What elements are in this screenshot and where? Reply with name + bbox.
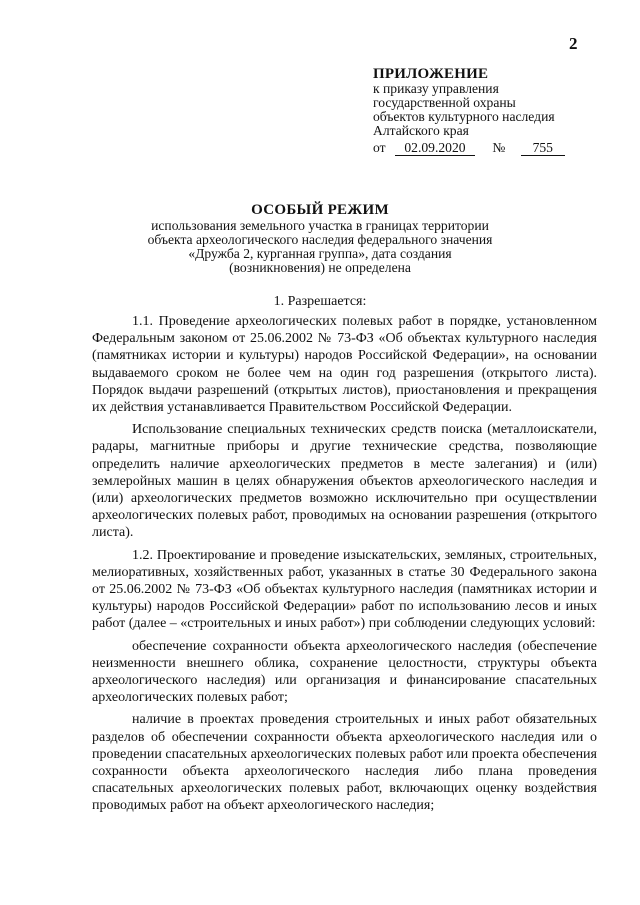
body-text: [92, 313, 597, 820]
heading-line: «Дружба 2, курганная группа», дата создания: [188, 246, 452, 261]
paragraph: Использование специальных технических средств поиска (металлоискатели, радары, магнитные приборы и другие технические средства, позволяющие определить наличие археологических предметов в месте залегания) и (или) землеройных машин в целях обнаружения объектов археологического наследия и (или) археологических предметов возможно исключительно при осуществлении археологических полевых работ, проводимых на основании разрешения (открытого листа).: [92, 422, 597, 541]
appendix-line: к приказу управления: [373, 81, 499, 96]
appendix-line: Алтайского края: [373, 123, 469, 138]
order-number: 755: [521, 141, 565, 156]
paragraph: обеспечение сохранности объекта археологического наследия (обеспечение неизменности внешнего облика, сохранение целостности, структуры объекта археологического наследия) или организация и финансирование спасательных археологических полевых работ;: [92, 638, 597, 706]
paragraph: 1.2. Проектирование и проведение изыскательских, земляных, строительных, мелиоративных, хозяйственных работ, указанных в статье 30 Федерального закона от 25.06.2002 № 73-ФЗ «Об объектах культурного наследия (памятниках истории и культуры) народов Российской Федерации» работ по использованию лесов и иных работ (далее – «строительных и иных работ») при соблюдении следующих условий:: [92, 547, 597, 632]
paragraph: 1.1. Проведение археологических полевых работ в порядке, установленном Федеральным законом от 25.06.2002 № 73-ФЗ «Об объектах культурного наследия (памятниках истории и культуры) народов Российской Федерации», на основании выдаваемого сроком не более чем на один год разрешения (открытого листа). Порядок выдачи разрешений (открытых листов), приостановления и прекращения их действия устанавливается Правительством Российской Федерации.: [92, 314, 597, 416]
section-title: 1. Разрешается:: [273, 294, 367, 309]
heading-title: ОСОБЫЙ РЕЖИМ: [251, 202, 389, 218]
appendix-title: ПРИЛОЖЕНИЕ: [373, 66, 489, 82]
appendix-block: [373, 67, 565, 156]
heading-line: использования земельного участка в границах территории: [151, 218, 489, 233]
number-sign: №: [492, 140, 506, 155]
date-prefix: от: [373, 140, 386, 155]
appendix-line: объектов культурного наследия: [373, 109, 555, 124]
heading-line: объекта археологического наследия федерального значения: [147, 232, 493, 247]
document-heading: [0, 201, 640, 275]
heading-line: (возникновения) не определена: [229, 260, 411, 275]
appendix-date-line: [373, 141, 565, 156]
page-number: 2: [569, 34, 578, 53]
appendix-line: государственной охраны: [373, 95, 516, 110]
paragraph: наличие в проектах проведения строительных и иных работ обязательных разделов об обеспечении сохранности объекта археологического наследия или о проведении спасательных археологических полевых работ или проекта обеспечения сохранности объекта археологического наследия либо плана проведения спасательных археологических полевых работ, включающих оценку воздействия проводимых работ на объект археологического наследия;: [92, 712, 597, 814]
order-date: 02.09.2020: [395, 141, 475, 156]
